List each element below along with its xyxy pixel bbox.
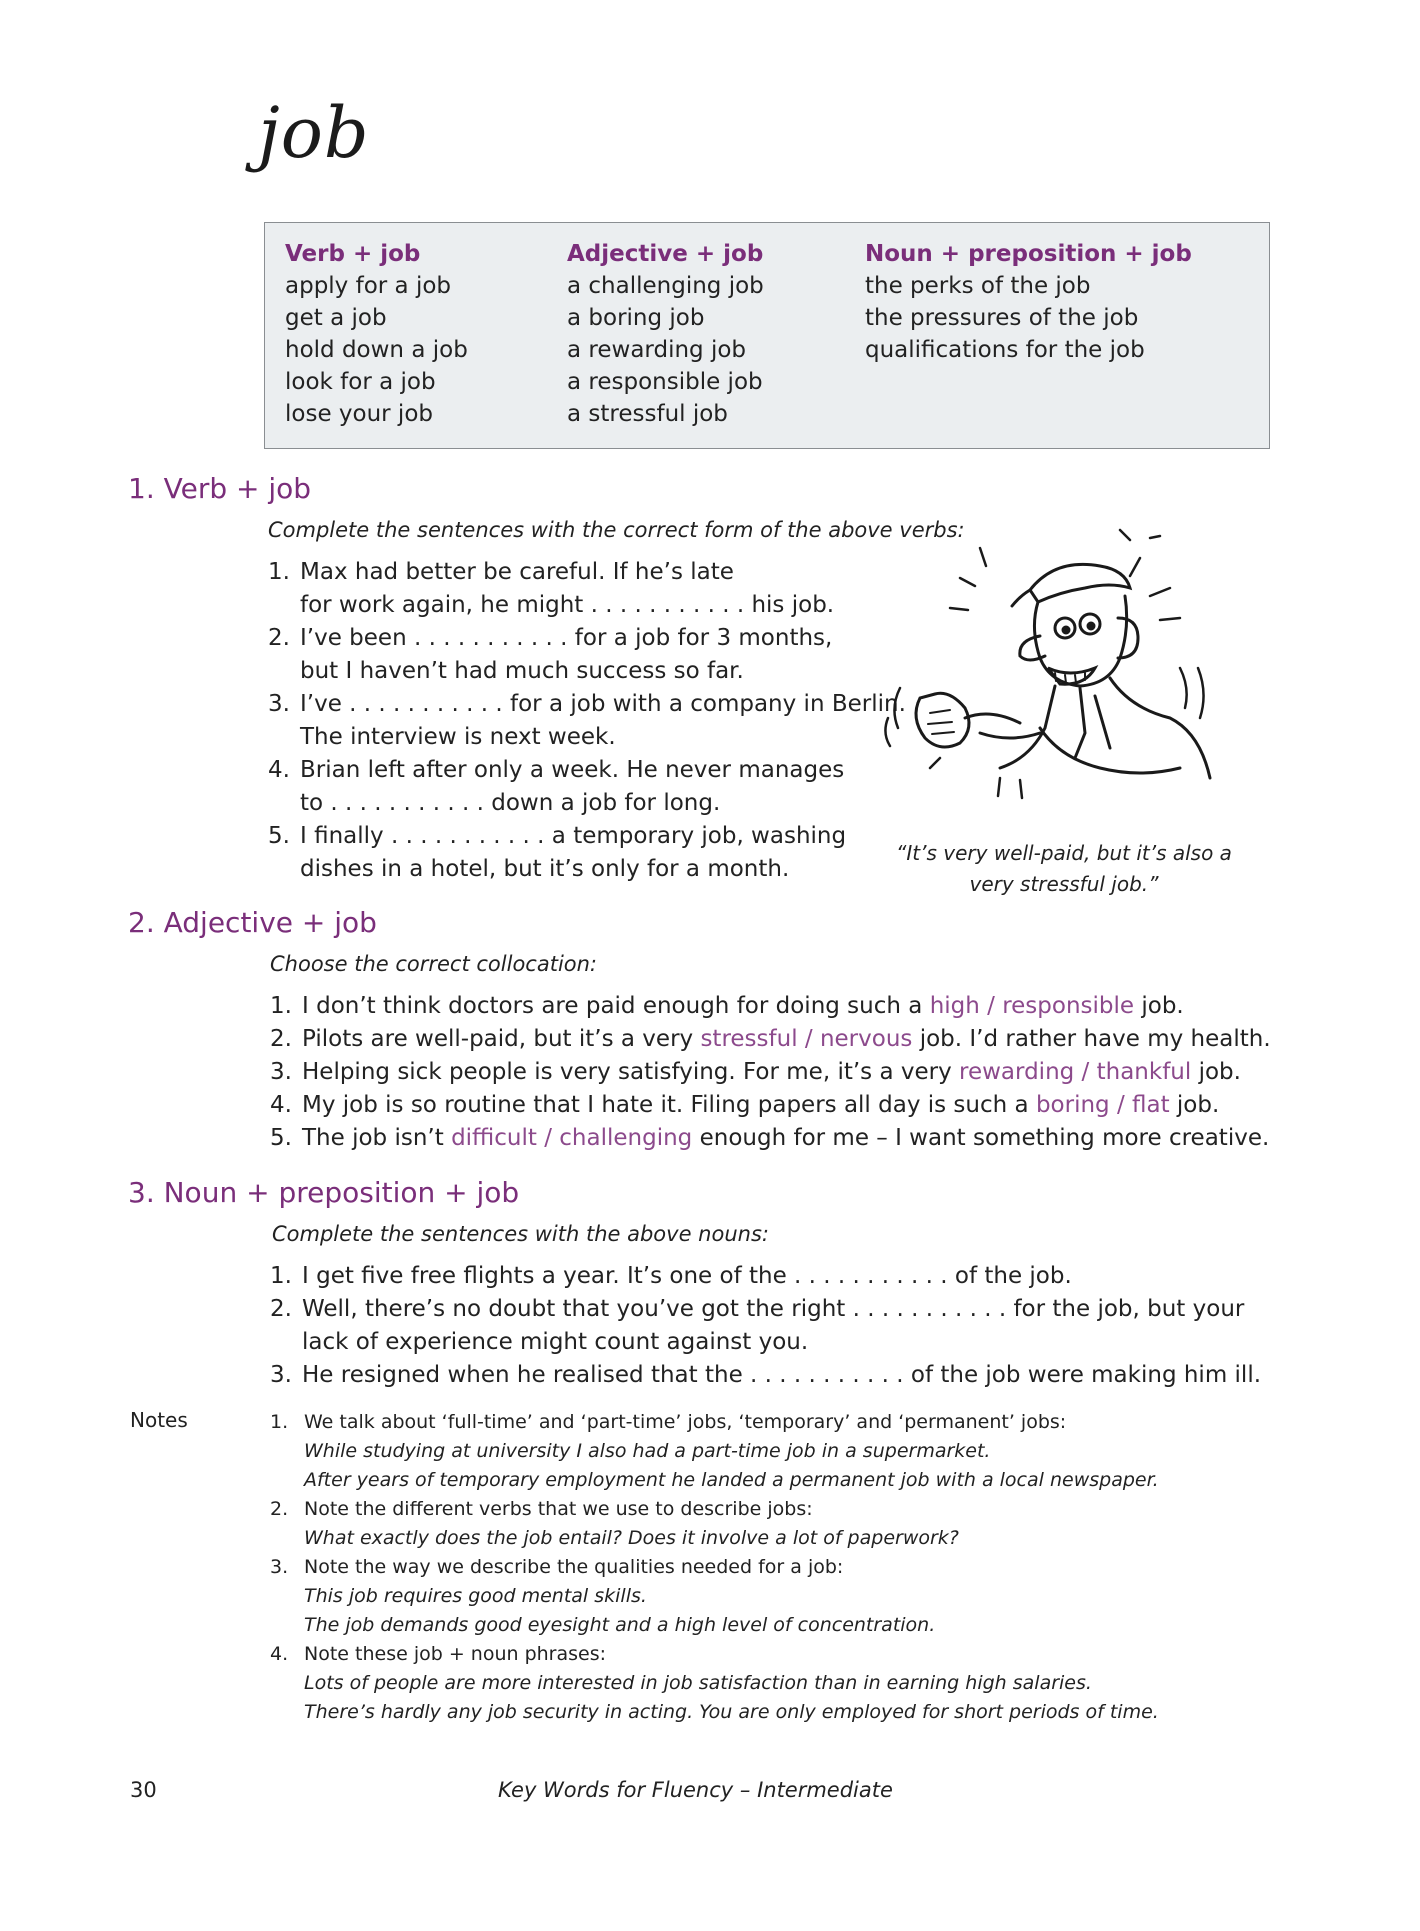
item-number: 3.: [270, 1362, 292, 1388]
note-number: 4.: [270, 1643, 289, 1665]
item-text-continued: to . . . . . . . . . . . down a job for long.: [300, 790, 721, 816]
item-text: He resigned when he realised that the . . . . . . . . . . . of the job were making him ill.: [302, 1362, 1262, 1388]
box-item: get a job: [285, 305, 387, 331]
note-example: The job demands good eyesight and a high level of concentration.: [304, 1614, 936, 1636]
item-number: 3.: [270, 1059, 292, 1085]
stressed-man-cartoon: [880, 518, 1240, 828]
item-number: 1.: [270, 993, 292, 1019]
box-column-adjective: [567, 238, 764, 430]
box-column-header: Verb + job: [285, 241, 421, 267]
exercise-item: [270, 1023, 1271, 1056]
item-number: 2.: [270, 1296, 292, 1322]
item-number: 1.: [270, 1263, 292, 1289]
section-1-heading: 1. Verb + job: [128, 472, 312, 505]
item-text: The job isn’t: [302, 1125, 452, 1151]
collocation-box: [264, 222, 1270, 449]
note-example: After years of temporary employment he landed a permanent job with a local newspaper.: [304, 1469, 1159, 1491]
item-text: Helping sick people is very satisfying. For me, it’s a very: [302, 1059, 960, 1085]
note-text: Note the way we describe the qualities needed for a job:: [304, 1556, 844, 1578]
collocation-choice: rewarding / thankful: [959, 1059, 1192, 1085]
section-2-exercise: [270, 990, 1271, 1155]
note-example: There’s hardly any job security in acting. You are only employed for short periods of time.: [304, 1701, 1159, 1723]
item-number: 2.: [270, 1026, 292, 1052]
note-text: Note the different verbs that we use to describe jobs:: [304, 1498, 813, 1520]
note-number: 2.: [270, 1498, 289, 1520]
note-example: What exactly does the job entail? Does it involve a lot of paperwork?: [304, 1527, 959, 1549]
box-column-header: Adjective + job: [567, 241, 764, 267]
section-2-instruction: Choose the correct collocation:: [270, 952, 598, 976]
item-text-continued: lack of experience might count against you.: [302, 1329, 809, 1355]
page-title: job: [258, 92, 370, 174]
notes-label: Notes: [130, 1408, 188, 1432]
item-number: 4.: [270, 1092, 292, 1118]
item-text-end: job.: [1134, 993, 1184, 1019]
note-item: [270, 1495, 1159, 1524]
section-1-exercise: [268, 556, 906, 886]
item-text: I’ve . . . . . . . . . . . for a job with a company in Berlin.: [300, 691, 906, 717]
note-text: We talk about ‘full-time’ and ‘part-time’ jobs, ‘temporary’ and ‘permanent’ jobs:: [304, 1411, 1067, 1433]
section-1-instruction: Complete the sentences with the correct form of the above verbs:: [268, 518, 965, 542]
note-item: [270, 1640, 1159, 1669]
box-item: apply for a job: [285, 273, 452, 299]
item-number: 2.: [268, 625, 290, 651]
section-3-instruction: Complete the sentences with the above nouns:: [272, 1222, 769, 1246]
section-3-heading: 3. Noun + preposition + job: [128, 1176, 520, 1209]
item-number: 3.: [268, 691, 290, 717]
note-item: [270, 1553, 1159, 1582]
exercise-item: [270, 1056, 1271, 1089]
item-text: Brian left after only a week. He never manages: [300, 757, 845, 783]
exercise-item: [270, 990, 1271, 1023]
note-example: Lots of people are more interested in job satisfaction than in earning high salaries.: [304, 1672, 1092, 1694]
box-item: the pressures of the job: [865, 305, 1139, 331]
collocation-choice: high / responsible: [929, 993, 1135, 1019]
caption-line: very stressful job.”: [969, 872, 1159, 896]
item-text-continued: The interview is next week.: [300, 724, 616, 750]
notes-list: [270, 1408, 1159, 1727]
item-text-continued: for work again, he might . . . . . . . . . . . his job.: [300, 592, 835, 618]
book-title: Key Words for Fluency – Intermediate: [498, 1778, 893, 1802]
exercise-item: [268, 820, 906, 853]
item-text-end: enough for me – I want something more creative.: [692, 1125, 1270, 1151]
box-item: lose your job: [285, 401, 433, 427]
box-item: a rewarding job: [567, 337, 747, 363]
note-item: [270, 1408, 1159, 1437]
box-column-noun-preposition: [865, 238, 1192, 366]
note-number: 3.: [270, 1556, 289, 1578]
exercise-item: [268, 754, 906, 787]
box-item: the perks of the job: [865, 273, 1091, 299]
exercise-item: [268, 556, 906, 589]
exercise-item: [270, 1293, 1261, 1326]
item-text-end: job.: [1191, 1059, 1241, 1085]
item-text-continued: but I haven’t had much success so far.: [300, 658, 744, 684]
note-example: This job requires good mental skills.: [304, 1585, 647, 1607]
box-item: a challenging job: [567, 273, 764, 299]
exercise-item: [268, 622, 906, 655]
note-text: Note these job + noun phrases:: [304, 1643, 607, 1665]
section-2-heading: 2. Adjective + job: [128, 906, 377, 939]
item-text-continued: dishes in a hotel, but it’s only for a month.: [300, 856, 790, 882]
item-number: 4.: [268, 757, 290, 783]
box-item: look for a job: [285, 369, 436, 395]
item-text: Well, there’s no doubt that you’ve got the right . . . . . . . . . . . for the job, but your: [302, 1296, 1245, 1322]
item-text-end: job.: [1169, 1092, 1220, 1118]
item-number: 5.: [270, 1125, 292, 1151]
section-3-exercise: [270, 1260, 1261, 1392]
note-example: While studying at university I also had a part-time job in a supermarket.: [304, 1440, 991, 1462]
item-text: I get five free flights a year. It’s one of the . . . . . . . . . . . of the job.: [302, 1263, 1072, 1289]
exercise-item: [270, 1089, 1271, 1122]
box-column-header: Noun + preposition + job: [865, 241, 1192, 267]
box-item: a stressful job: [567, 401, 728, 427]
caption-line: “It’s very well-paid, but it’s also a: [896, 841, 1232, 865]
item-number: 1.: [268, 559, 290, 585]
exercise-item: [270, 1359, 1261, 1392]
box-item: a boring job: [567, 305, 705, 331]
box-item: a responsible job: [567, 369, 763, 395]
item-text: Max had better be careful. If he’s late: [300, 559, 734, 585]
exercise-item: [270, 1260, 1261, 1293]
page-number: 30: [130, 1778, 157, 1802]
cartoon-caption: [884, 838, 1244, 900]
item-text: My job is so routine that I hate it. Filing papers all day is such a: [302, 1092, 1036, 1118]
item-text: I’ve been . . . . . . . . . . . for a job for 3 months,: [300, 625, 833, 651]
box-item: hold down a job: [285, 337, 468, 363]
note-number: 1.: [270, 1411, 289, 1433]
item-text: I don’t think doctors are paid enough for doing such a: [302, 993, 930, 1019]
item-text: I finally . . . . . . . . . . . a temporary job, washing: [300, 823, 847, 849]
box-column-verb: [285, 238, 468, 430]
exercise-item: [268, 688, 906, 721]
box-item: qualifications for the job: [865, 337, 1145, 363]
item-number: 5.: [268, 823, 290, 849]
collocation-choice: boring / flat: [1035, 1092, 1170, 1118]
exercise-item: [270, 1122, 1271, 1155]
item-text-end: job. I’d rather have my health.: [912, 1026, 1271, 1052]
collocation-choice: stressful / nervous: [700, 1026, 913, 1052]
collocation-choice: difficult / challenging: [451, 1125, 693, 1151]
item-text: Pilots are well-paid, but it’s a very: [302, 1026, 701, 1052]
